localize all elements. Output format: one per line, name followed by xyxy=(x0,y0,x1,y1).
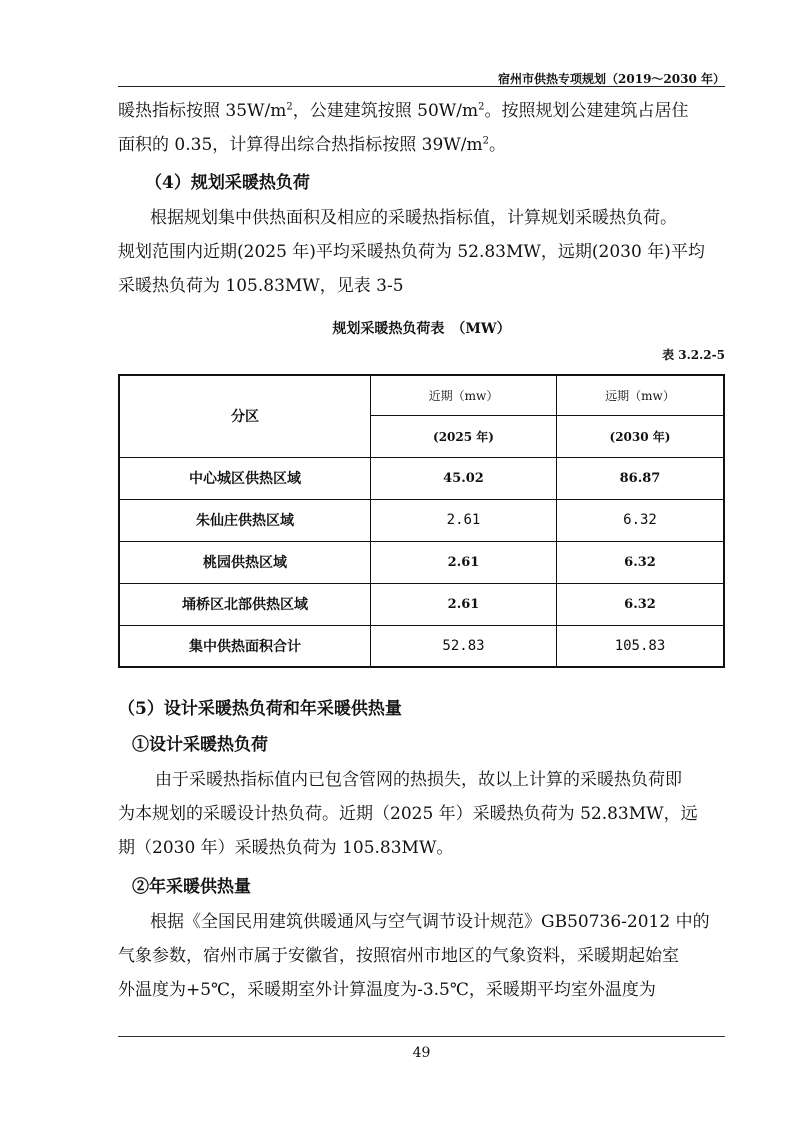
cell-zone: 埇桥区北部供热区域 xyxy=(119,583,371,625)
paragraph-line: 根据《全国民用建筑供暖通风与空气调节设计规范》GB50736-2012 中的 xyxy=(150,912,710,932)
page-number: 49 xyxy=(412,1045,431,1061)
paragraph-line: 由于采暖热指标值内已包含管网的热损失，故以上计算的采暖热负荷即 xyxy=(155,770,682,790)
intro-text: 暖热指标按照 35W/m xyxy=(118,101,287,121)
intro-text: 。 xyxy=(489,135,506,155)
header-near: 近期（mw） xyxy=(371,375,557,415)
header-rule xyxy=(118,86,725,87)
table-row xyxy=(119,457,724,499)
paragraph-line: 期（2030 年）采暖热负荷为 105.83MW。 xyxy=(118,838,454,858)
paragraph-line: 外温度为+5℃，采暖期室外计算温度为-3.5℃，采暖期平均室外温度为 xyxy=(118,980,656,1000)
table-row xyxy=(119,541,724,583)
running-header: 宿州市供热专项规划（2019～2030 年） xyxy=(498,72,725,86)
cell-near: 2.61 xyxy=(371,541,557,583)
header-near-year: (2025 年) xyxy=(371,415,557,457)
paragraph-line: 规划范围内近期(2025 年)平均采暖热负荷为 52.83MW，远期(2030 年)平均 xyxy=(118,242,705,262)
subsection-heading: ①设计采暖热负荷 xyxy=(132,735,268,755)
cell-zone: 桃园供热区域 xyxy=(119,541,371,583)
superscript: 2 xyxy=(478,101,485,113)
cell-far: 6.32 xyxy=(557,583,725,625)
section-heading: （4）规划采暖热负荷 xyxy=(145,173,310,193)
cell-far: 86.87 xyxy=(557,457,725,499)
section-heading: （5）设计采暖热负荷和年采暖供热量 xyxy=(118,699,402,719)
intro-text: 。按照规划公建建筑占居住 xyxy=(484,101,689,121)
table-header-row xyxy=(119,375,724,415)
superscript: 2 xyxy=(482,135,489,147)
cell-far: 6.32 xyxy=(557,499,725,541)
paragraph-line: 根据规划集中供热面积及相应的采暖热指标值，计算规划采暖热负荷。 xyxy=(150,208,677,228)
cell-far: 6.32 xyxy=(557,541,725,583)
intro-text: ，公建建筑按照 50W/m xyxy=(292,101,479,121)
cell-near: 2.61 xyxy=(371,499,557,541)
header-far-year: (2030 年) xyxy=(557,415,725,457)
cell-near: 2.61 xyxy=(371,583,557,625)
intro-line-1 xyxy=(118,94,728,128)
footer-rule xyxy=(118,1036,725,1037)
table-row xyxy=(119,583,724,625)
paragraph-line: 为本规划的采暖设计热负荷。近期（2025 年）采暖热负荷为 52.83MW，远 xyxy=(118,804,698,824)
table-row xyxy=(119,499,724,541)
header-far: 远期（mw） xyxy=(557,375,725,415)
cell-near: 45.02 xyxy=(371,457,557,499)
intro-line-2 xyxy=(118,128,728,162)
heat-load-table xyxy=(118,374,725,668)
superscript: 2 xyxy=(286,101,293,113)
cell-near: 52.83 xyxy=(371,625,557,667)
intro-text: 面积的 0.35，计算得出综合热指标按照 39W/m xyxy=(118,135,483,155)
cell-far: 105.83 xyxy=(557,625,725,667)
paragraph-line: 气象参数，宿州市属于安徽省，按照宿州市地区的气象资料，采暖期起始室 xyxy=(118,946,679,966)
header-zone: 分区 xyxy=(119,375,371,457)
table-row xyxy=(119,625,724,667)
subsection-heading: ②年采暖供热量 xyxy=(132,877,251,897)
cell-zone: 集中供热面积合计 xyxy=(119,625,371,667)
paragraph-line: 采暖热负荷为 105.83MW，见表 3-5 xyxy=(118,276,404,296)
table-caption: 规划采暖热负荷表 （MW） xyxy=(332,321,511,337)
cell-zone: 朱仙庄供热区域 xyxy=(119,499,371,541)
table-number: 表 3.2.2-5 xyxy=(662,348,725,362)
cell-zone: 中心城区供热区域 xyxy=(119,457,371,499)
